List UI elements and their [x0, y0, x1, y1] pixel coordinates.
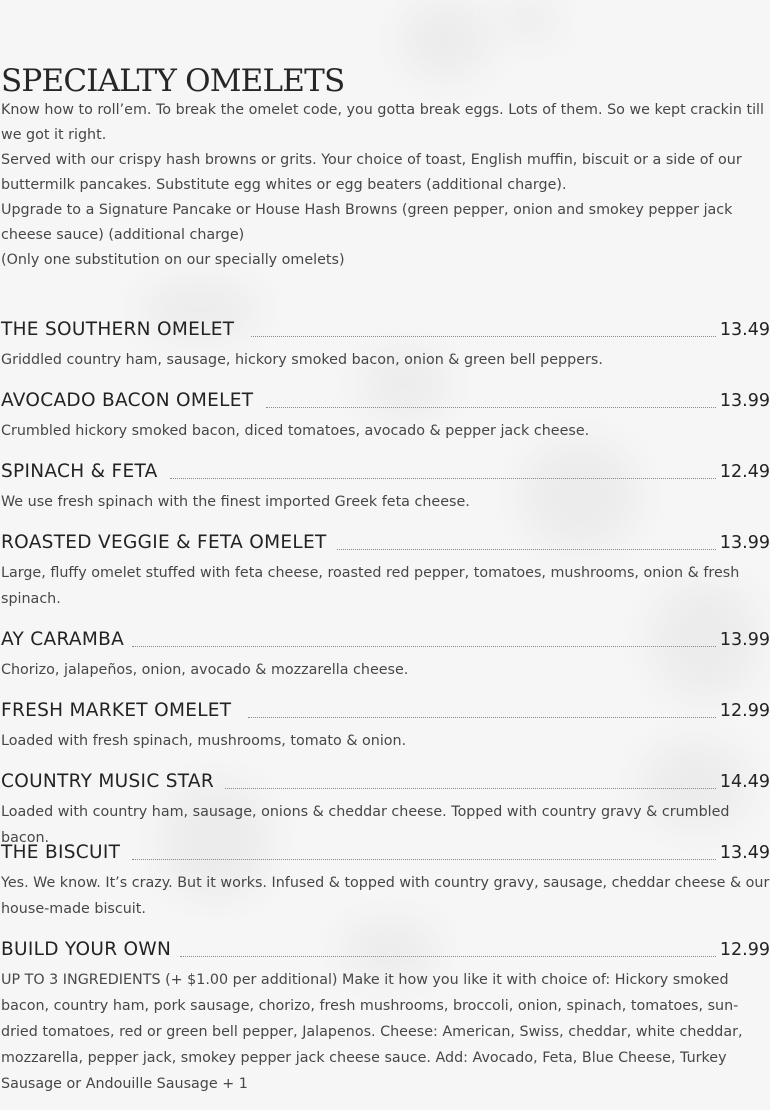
menu-item-description: Crumbled hickory smoked bacon, diced tomatoes, avocado & pepper jack cheese.	[1, 423, 590, 439]
menu-item-header	[0, 627, 770, 653]
menu-item-price: 13.99	[719, 391, 770, 411]
menu-item-header	[0, 937, 770, 963]
dotted-leader	[248, 717, 716, 718]
menu-item-name: COUNTRY MUSIC STAR	[1, 771, 215, 792]
dotted-leader	[337, 549, 716, 550]
menu-item-price: 12.49	[719, 462, 770, 482]
background-blur	[500, 0, 560, 40]
menu-item-price: 13.49	[719, 843, 770, 863]
menu-item-price: 12.99	[719, 940, 770, 960]
menu-item-description: Loaded with fresh spinach, mushrooms, tomato & onion.	[1, 733, 407, 749]
menu-item-header	[0, 388, 770, 414]
menu-item-header	[0, 530, 770, 556]
menu-item-name: SPINACH & FETA	[1, 461, 158, 482]
menu-item-name: THE SOUTHERN OMELET	[1, 319, 235, 340]
menu-item-name: ROASTED VEGGIE & FETA OMELET	[1, 532, 327, 553]
dotted-leader	[225, 788, 716, 789]
menu-item-price: 12.99	[719, 701, 770, 721]
menu-item-description: UP TO 3 INGREDIENTS (+ $1.00 per additional) Make it how you like it with choice of: Hickory smoked bacon, country ham, pork sausage, chorizo, fresh mushrooms, broccoli, onion, spinach, tomatoes, sun-dried tomatoes, red or green bell pepper, Jalapenos. Cheese: American, Swiss, cheddar, white cheddar, mozzarella, pepper jack, smokey pepper jack cheese sauce. Add: Avocado, Feta, Blue Cheese, Turkey Sausage or Andouille Sausage + 1	[1, 972, 743, 1092]
intro-paragraph: Know how to roll’em. To break the omelet code, you gotta break eggs. Lots of them. So we kept crackin till we got it right.	[1, 102, 765, 143]
menu-item-description: Yes. We know. It’s crazy. But it works. Infused & topped with country gravy, sausage, cheddar cheese & our house-made biscuit.	[1, 875, 770, 917]
menu-item-description: Large, fluffy omelet stuffed with feta cheese, roasted red pepper, tomatoes, mushrooms, onion & fresh spinach.	[1, 565, 740, 607]
dotted-leader	[251, 336, 716, 337]
menu-item-price: 13.99	[719, 630, 770, 650]
dotted-leader	[132, 859, 716, 860]
menu-item-description: Loaded with country ham, sausage, onions & cheddar cheese. Topped with country gravy & crumbled bacon.	[1, 804, 730, 846]
menu-item-header	[0, 459, 770, 485]
menu-item-header	[0, 769, 770, 795]
menu-item-name: AY CARAMBA	[1, 629, 125, 650]
menu-item-price: 13.49	[719, 320, 770, 340]
menu-item-description: We use fresh spinach with the finest imported Greek feta cheese.	[1, 494, 470, 510]
menu-item-price: 13.99	[719, 533, 770, 553]
menu-item-description: Chorizo, jalapeños, onion, avocado & mozzarella cheese.	[1, 662, 409, 678]
menu-item-header	[0, 698, 770, 724]
dotted-leader	[266, 407, 716, 408]
section-title: SPECIALTY OMELETS	[1, 63, 345, 99]
menu-item-header	[0, 840, 770, 866]
intro-paragraph: (Only one substitution on our specially omelets)	[1, 252, 345, 268]
dotted-leader	[170, 478, 716, 479]
menu-item-header	[0, 317, 770, 343]
section-intro	[1, 98, 769, 273]
menu-item-name: BUILD YOUR OWN	[1, 939, 172, 960]
menu-item-description: Griddled country ham, sausage, hickory smoked bacon, onion & green bell peppers.	[1, 352, 603, 368]
menu-item-name: THE BISCUIT	[1, 842, 121, 863]
menu-item-name: FRESH MARKET OMELET	[1, 700, 232, 721]
dotted-leader	[132, 646, 716, 647]
background-blur	[400, 0, 490, 80]
menu-item-name: AVOCADO BACON OMELET	[1, 390, 254, 411]
menu-item-price: 14.49	[719, 772, 770, 792]
dotted-leader	[180, 956, 716, 957]
intro-paragraph: Served with our crispy hash browns or grits. Your choice of toast, English muffin, biscuit or a side of our buttermilk pancakes. Substitute egg whites or egg beaters (additional charge).	[1, 152, 742, 193]
intro-paragraph: Upgrade to a Signature Pancake or House Hash Browns (green pepper, onion and smokey pepper jack cheese sauce) (additional charge)	[1, 202, 733, 243]
